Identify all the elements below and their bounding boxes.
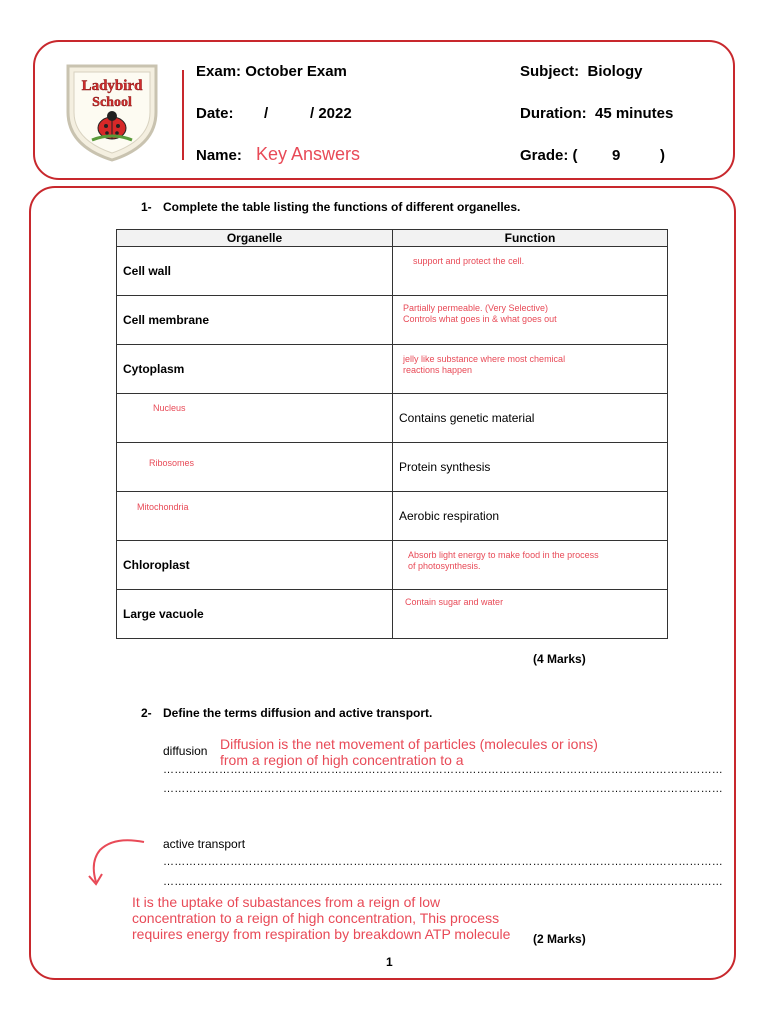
logo-text-line1: Ladybird bbox=[81, 78, 143, 94]
organelle-table bbox=[116, 229, 668, 639]
organelle-cell: Chloroplast bbox=[123, 558, 190, 572]
subject-label: Subject: Biology bbox=[520, 63, 643, 80]
table-header-row bbox=[117, 230, 668, 247]
organelle-cell: Cell wall bbox=[123, 264, 172, 278]
organelle-answer: Nucleus bbox=[153, 403, 186, 413]
grade-close: ) bbox=[660, 147, 665, 164]
organelle-cell: Cell membrane bbox=[123, 313, 210, 327]
function-answer: support and protect the cell. bbox=[413, 256, 525, 266]
function-answer: Contain sugar and water bbox=[405, 597, 504, 607]
organelle-answer: Mitochondria bbox=[137, 502, 189, 512]
active-dots-line-1: …………………………………………………………………………………………………………………………………… bbox=[163, 856, 723, 868]
table-row bbox=[117, 443, 668, 492]
function-answer: Partially permeable. (Very Selective) Controls what goes in & what goes out bbox=[403, 303, 557, 324]
exam-label: Exam: October Exam bbox=[196, 63, 347, 80]
question1-text: Complete the table listing the functions of different organelles. bbox=[163, 200, 521, 214]
function-answer: Absorb light energy to make food in the process of photosynthesis. bbox=[408, 550, 599, 571]
question2-text: Define the terms diffusion and active transport. bbox=[163, 706, 433, 720]
grade-value: 9 bbox=[612, 147, 621, 164]
table-row bbox=[117, 590, 668, 639]
name-value: Key Answers bbox=[256, 144, 361, 164]
logo-text-line2: School bbox=[92, 95, 132, 110]
name-label: Name: bbox=[196, 147, 242, 164]
table-row bbox=[117, 394, 668, 443]
function-cell: Contains genetic material bbox=[399, 411, 535, 425]
question2-marks: (2 Marks) bbox=[533, 932, 586, 946]
date-year: / 2022 bbox=[310, 105, 352, 122]
organelle-answer: Ribosomes bbox=[149, 458, 195, 468]
diffusion-answer: Diffusion is the net movement of particles (molecules or ions) from a region of high concentration to a bbox=[220, 736, 598, 768]
date-label: Date: bbox=[196, 105, 234, 122]
page-number: 1 bbox=[386, 955, 393, 969]
school-logo bbox=[62, 60, 162, 164]
organelle-cell: Cytoplasm bbox=[123, 362, 185, 376]
table-row bbox=[117, 345, 668, 394]
header-divider bbox=[182, 70, 184, 160]
diffusion-label: diffusion bbox=[163, 744, 208, 758]
question1-number: 1- bbox=[141, 200, 152, 214]
active-transport-answer: It is the uptake of subastances from a reign of low concentration to a reign of high concentration, This process requires energy from respiration by breakdown ATP molecule bbox=[132, 894, 511, 942]
function-cell: Protein synthesis bbox=[399, 460, 491, 474]
question2-number: 2- bbox=[141, 706, 152, 720]
organelle-cell: Large vacuole bbox=[123, 607, 204, 621]
date-slash: / bbox=[264, 105, 269, 122]
function-answer: jelly like substance where most chemical reactions happen bbox=[403, 354, 566, 375]
col-function-header: Function bbox=[393, 230, 668, 247]
table-row bbox=[117, 247, 668, 296]
duration-label: Duration: 45 minutes bbox=[520, 105, 674, 122]
question1-marks: (4 Marks) bbox=[533, 652, 586, 666]
table-row bbox=[117, 541, 668, 590]
diffusion-dots-line-2: …………………………………………………………………………………………………………………………………… bbox=[163, 783, 723, 795]
active-transport-label: active transport bbox=[163, 837, 246, 851]
table-row bbox=[117, 492, 668, 541]
table-row bbox=[117, 296, 668, 345]
diffusion-dots-line-1: …………………………………………………………………………………………………………………………………… bbox=[163, 764, 723, 776]
function-cell: Aerobic respiration bbox=[399, 509, 500, 523]
active-dots-line-2: …………………………………………………………………………………………………………………………………… bbox=[163, 876, 723, 888]
col-organelle-header: Organelle bbox=[117, 230, 393, 247]
grade-label: Grade: ( bbox=[520, 147, 578, 164]
red-arrow-icon bbox=[86, 836, 148, 890]
